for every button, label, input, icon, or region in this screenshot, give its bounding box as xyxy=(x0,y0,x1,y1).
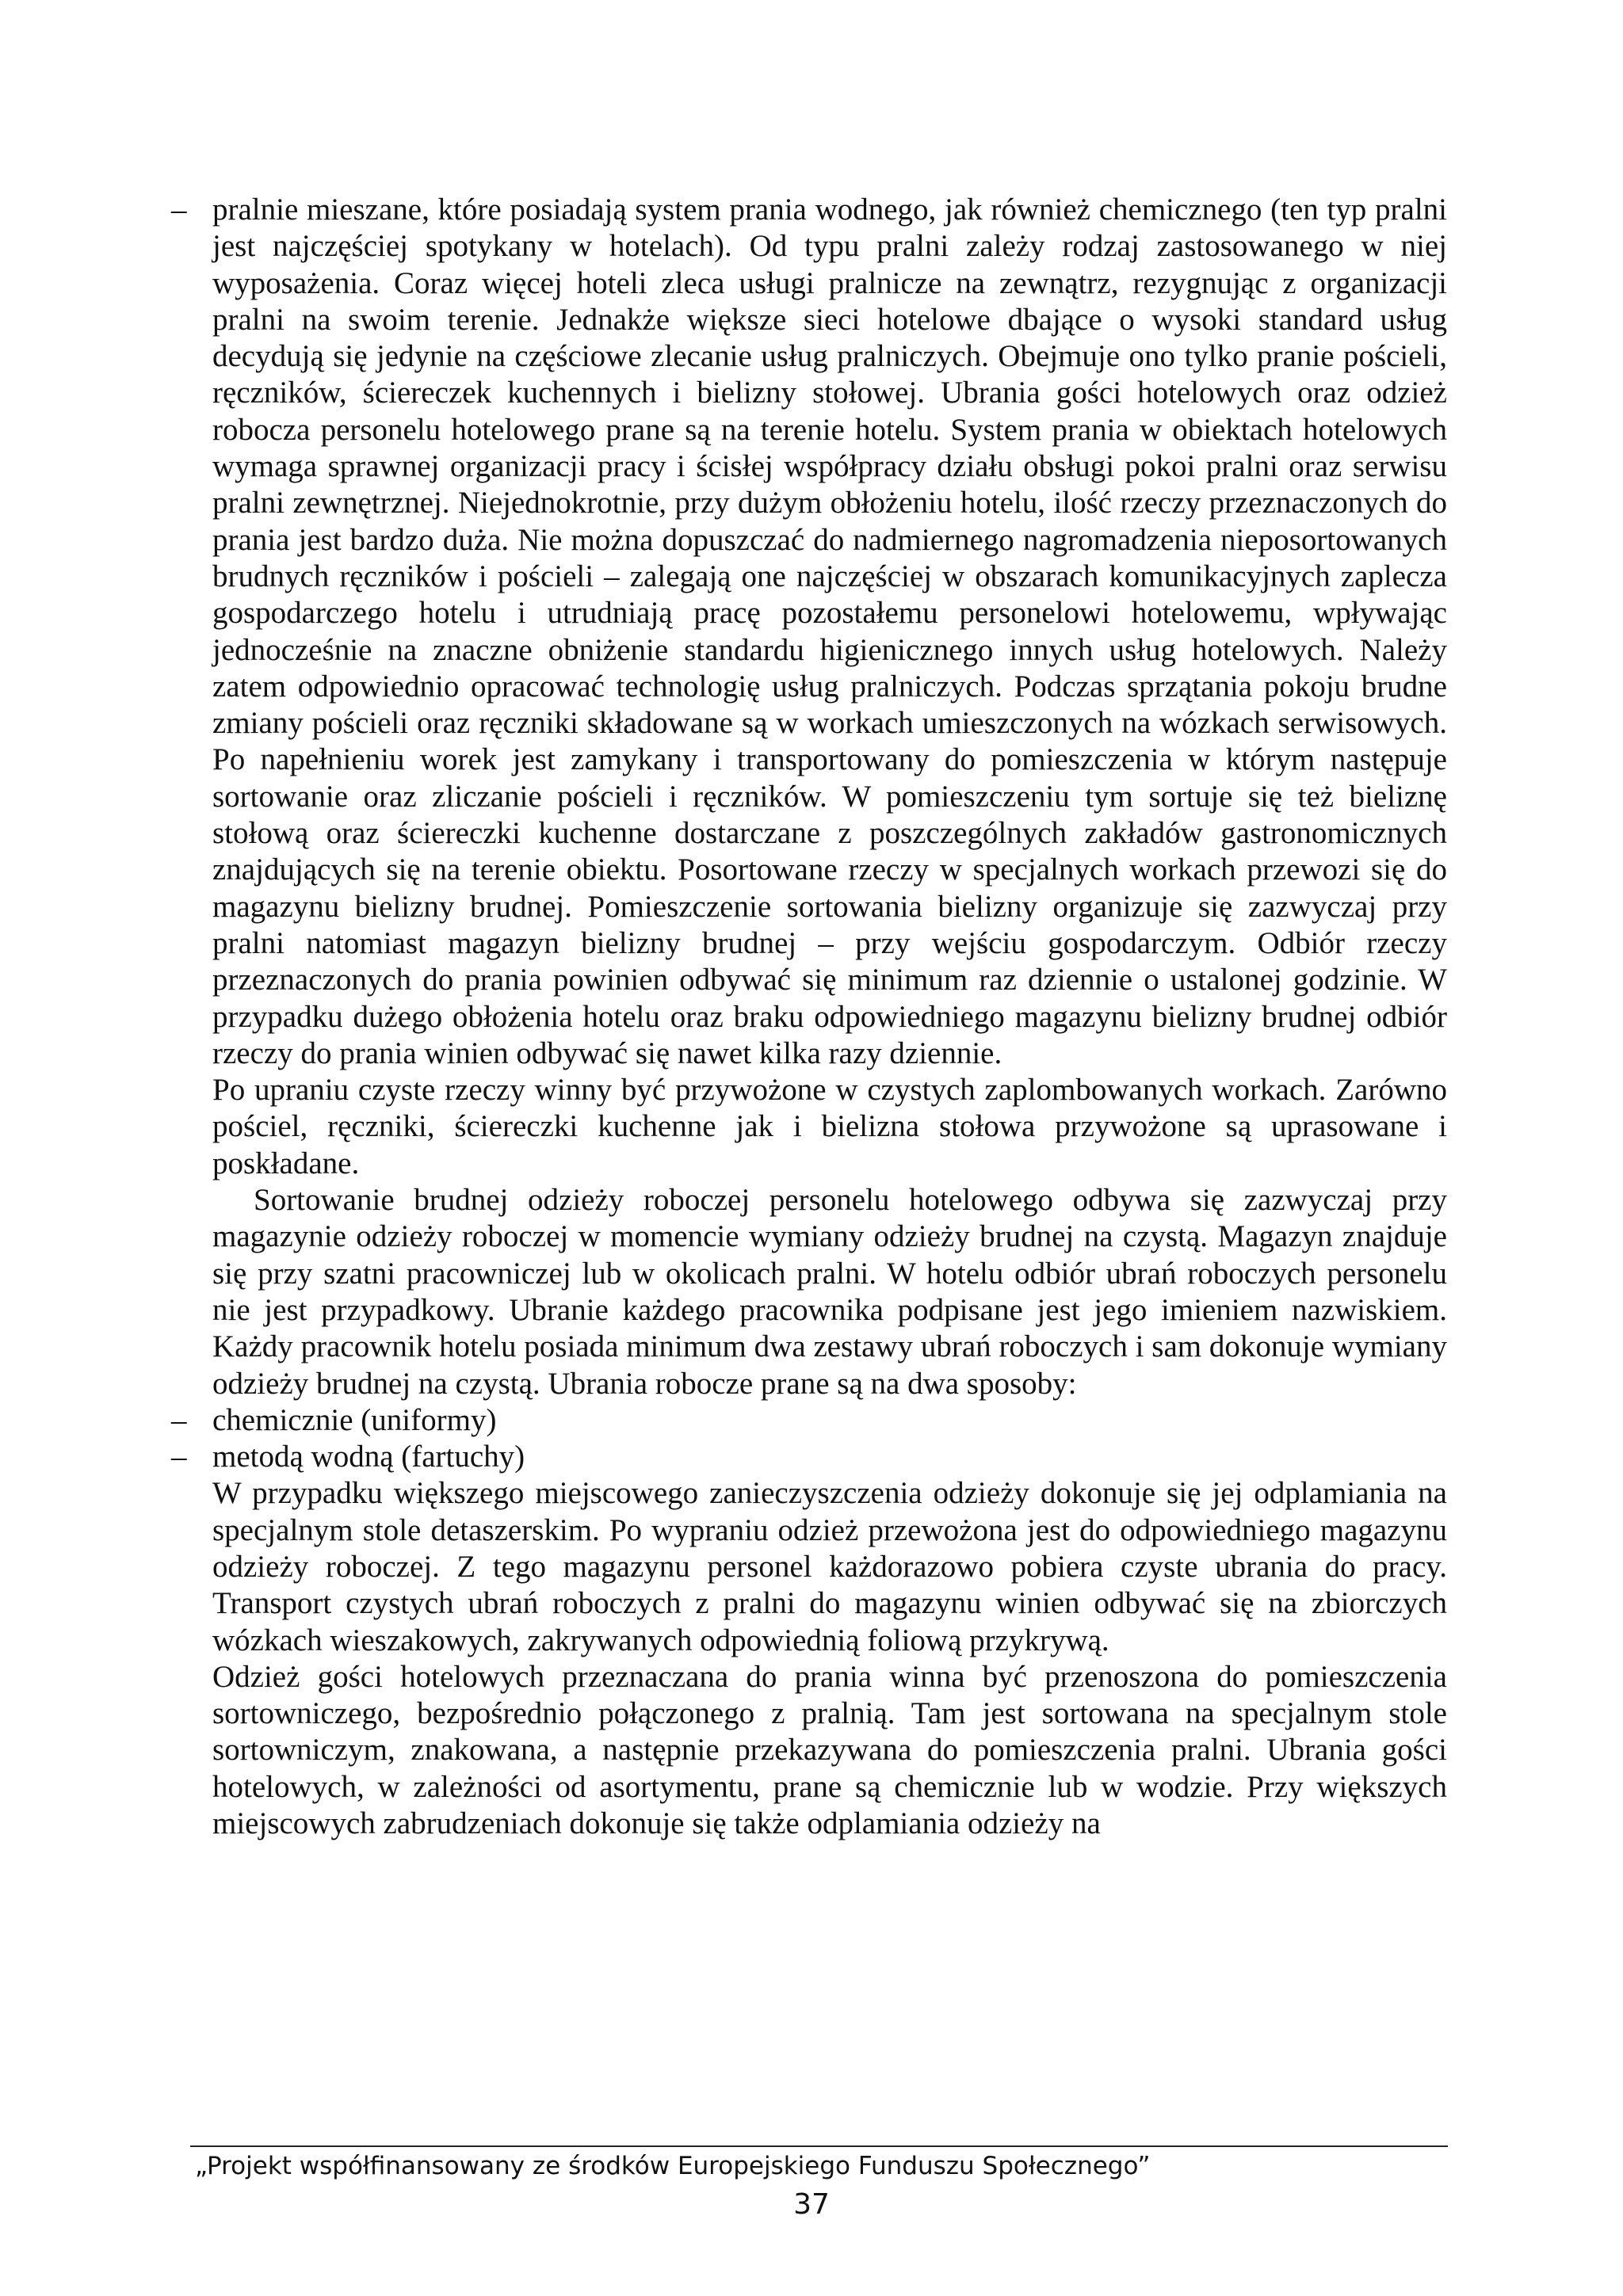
paragraph: W przypadku większego miejscowego zanieczyszczenia odzieży dokonuje się jej odplamiania na specjalnym stole detaszerskim. Po wypraniu odzież przewożona jest do odpowiedniego magazynu odzieży roboczej. Z tego magazynu personel każdorazowo pobiera czyste ubrania do pracy. Transport czystych ubrań roboczych z pralni do magazynu winien odbywać się na zbiorczych wózkach wieszakowych, zakrywanych odpowiednią foliową przykrywą. xyxy=(212,1476,1447,1657)
list-dash: – xyxy=(171,1402,187,1437)
footer-text: „Projekt współfinansowany ze środków Europejskiego Funduszu Społecznego” xyxy=(195,2152,1151,2180)
paragraph: Odzież gości hotelowych przeznaczana do prania winna być przenoszona do pomieszczenia sortowniczego, bezpośrednio połączonego z pralnią. Tam jest sortowana na specjalnym stole sortowniczym, znakowana, a następnie przekazywana do pomieszczenia pralni. Ubrania gości hotelowych, w zależności od asortymentu, prane są chemicznie lub w wodzie. Przy większych miejscowych zabrudzeniach dokonuje się także odplamiania odzieży na xyxy=(212,1659,1447,1841)
footer-divider xyxy=(190,2145,1448,2147)
paragraph: Po upraniu czyste rzeczy winny być przywożone w czystych zaplombowanych workach. Zarówno pościel, ręczniki, ściereczki kuchenne jak i bielizna stołowa przywożone są uprasowane i poskładane. xyxy=(212,1073,1447,1180)
list-dash: – xyxy=(171,1440,187,1474)
paragraph: Sortowanie brudnej odzieży roboczej personelu hotelowego odbywa się zazwyczaj przy magazynie odzieży roboczej w momencie wymiany odzieży brudnej na czystą. Magazyn znajduje się przy szatni pracowniczej lub w okolicach pralni. W hotelu odbiór ubrań roboczych personelu nie jest przypadkowy. Ubranie każdego pracownika podpisane jest jego imieniem nazwiskiem. Każdy pracownik hotelu posiada minimum dwa zestawy ubrań roboczych i sam dokonuje wymiany odzieży brudnej na czystą. Ubrania robocze prane są na dwa sposoby: xyxy=(212,1183,1447,1401)
page-number: 37 xyxy=(793,2188,830,2221)
list-item-text: metodą wodną (fartuchy) xyxy=(212,1440,525,1474)
list-item-text: chemicznie (uniformy) xyxy=(212,1402,497,1437)
list-item-text: pralnie mieszane, które posiadają system prania wodnego, jak również chemicznego (ten typ pralni jest najczęściej spotykany w hotelach). Od typu pralni zależy rodzaj zastosowanego w niej wyposażenia. Coraz więcej hoteli zleca usługi pralnicze na zewnątrz, rezygnując z organizacji pralni na swoim terenie. Jednakże większe sieci hotelowe dbające o wysoki standard usług decydują się jedynie na częściowe zlecanie usług pralniczych. Obejmuje ono tylko pranie pościeli, ręczników, ściereczek kuchennych i bielizny stołowej. Ubrania gości hotelowych oraz odzież robocza personelu hotelowego prane są na terenie hotelu. System prania w obiektach hotelowych wymaga sprawnej organizacji pracy i ścisłej współpracy działu obsługi pokoi pralni oraz serwisu pralni zewnętrznej. Niejednokrotnie, przy dużym obłożeniu hotelu, ilość rzeczy przeznaczonych do prania jest bardzo duża. Nie można dopuszczać do nadmiernego nagromadzenia nieposortowanych brudnych ręczników i pościeli – zalegają one najczęściej w obszarach komunikacyjnych zaplecza gospodarczego hotelu i utrudniają pracę pozostałemu personelowi hotelowemu, wpływając jednocześnie na znaczne obniżenie standardu higienicznego innych usług hotelowych. Należy zatem odpowiednio opracować technologię usług pralniczych. Podczas sprzątania pokoju brudne zmiany pościeli oraz ręczniki składowane są w workach umieszczonych na wózkach serwisowych. Po napełnieniu worek jest zamykany i transportowany do pomieszczenia w którym następuje sortowanie oraz zliczanie pościeli i ręczników. W pomieszczeniu tym sortuje się też bieliznę stołową oraz ściereczki kuchenne dostarczane z poszczególnych zakładów gastronomicznych znajdujących się na terenie obiektu. Posortowane rzeczy w specjalnych workach przewozi się do magazynu bielizny brudnej. Pomieszczenie sortowania bielizny organizuje się zazwyczaj przy pralni natomiast magazyn bielizny brudnej – przy wejściu gospodarczym. Odbiór rzeczy przeznaczonych do prania powinien odbywać się minimum raz dziennie o ustalonej godzinie. W przypadku dużego obłożenia hotelu oraz braku odpowiedniego magazynu bielizny brudnej odbiór rzeczy do prania winien odbywać się nawet kilka razy dziennie. xyxy=(212,193,1447,1070)
list-item xyxy=(171,192,1447,1072)
list-item xyxy=(171,1402,1447,1439)
list-item xyxy=(171,1439,1447,1475)
list-dash: – xyxy=(171,193,187,227)
document-body xyxy=(171,192,1447,1842)
